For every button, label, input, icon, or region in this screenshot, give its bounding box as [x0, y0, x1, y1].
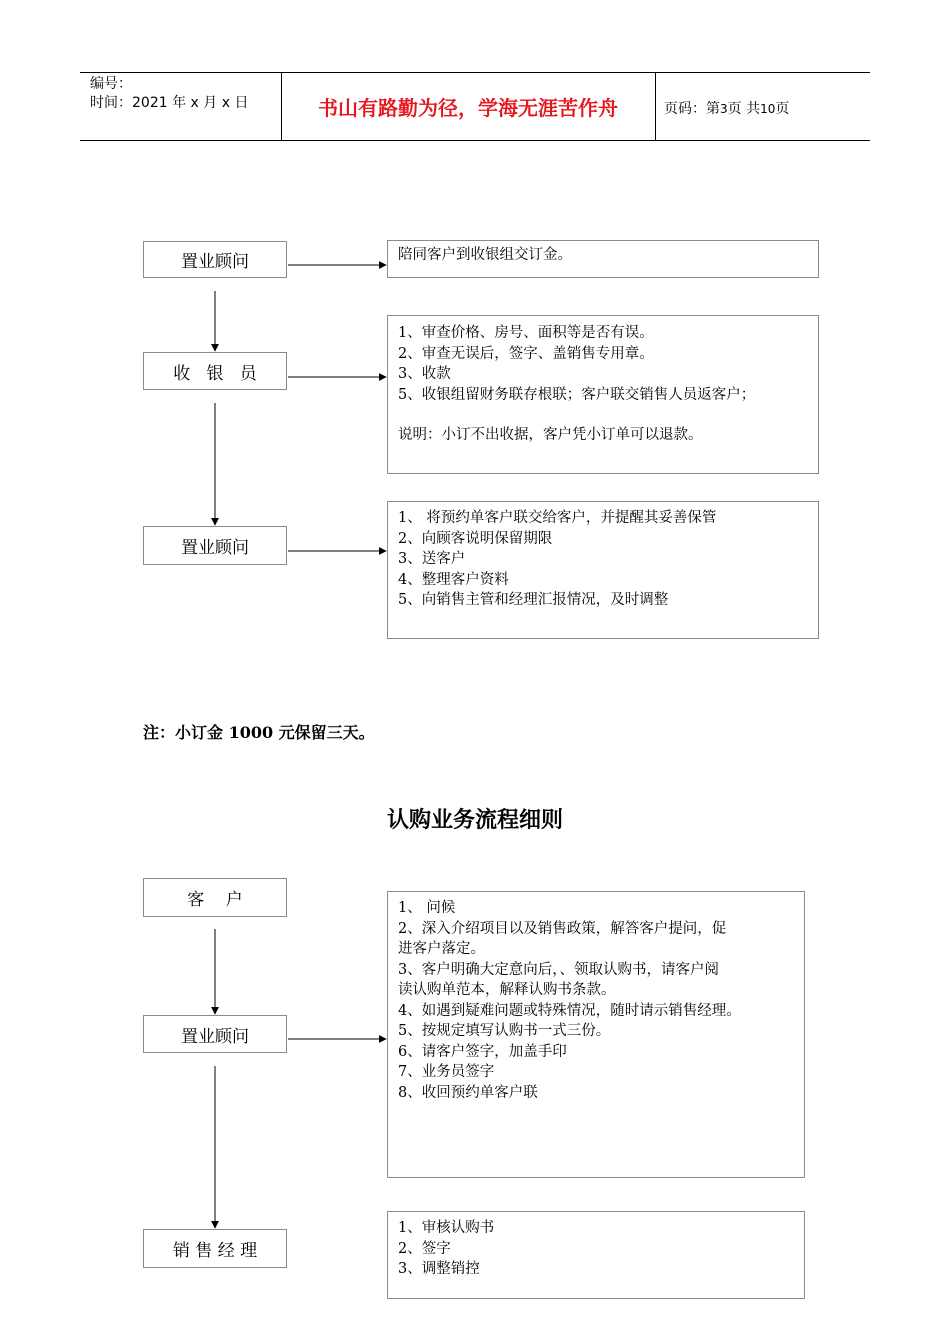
page-mid: 页 共 — [727, 101, 761, 117]
desc-line: 1、审查价格、房号、面积等是否有误。 — [398, 325, 654, 341]
desc-line: 1、 问候 — [398, 900, 456, 916]
desc-line: 1、审核认购书 — [398, 1220, 495, 1236]
desc-line: 说明：小订不出收据，客户凭小订单可以退款。 — [398, 427, 703, 443]
header-motto: 书山有路勤为径，学海无涯苦作舟 — [318, 95, 618, 120]
deposit-note: 注：小订金 1000 元保留三天。 — [143, 723, 375, 742]
desc-line: 5、向销售主管和经理汇报情况，及时调整 — [398, 592, 669, 608]
desc-line: 5、收银组留财务联存根联；客户联交销售人员返客户； — [398, 386, 756, 403]
desc-line: 4、如遇到疑难问题或特殊情况，随时请示销售经理。 — [398, 1002, 741, 1019]
page-current: 3 — [720, 102, 728, 116]
header-meta — [90, 75, 248, 113]
role-box-sales-consultant-2: 置业顾问 — [143, 526, 287, 565]
role-box-sales-consultant-1: 置业顾问 — [143, 241, 287, 278]
desc-line: 进客户落定。 — [398, 941, 485, 957]
role-box-sales-manager: 销 售 经 理 — [143, 1229, 287, 1268]
desc-line: 2、向顾客说明保留期限 — [398, 530, 553, 547]
desc-line: 3、送客户 — [398, 551, 466, 567]
header-page-info — [664, 98, 789, 118]
desc-line: 8、收回预约单客户联 — [398, 1084, 538, 1101]
page-suffix: 页 — [775, 101, 790, 117]
desc-line: 4、整理客户资料 — [398, 571, 509, 588]
desc-line: 2、签字 — [398, 1240, 451, 1257]
header-bottom-rule — [80, 140, 870, 141]
desc-line: 7、业务员签字 — [398, 1064, 495, 1080]
page-total: 10 — [760, 102, 776, 116]
desc-line: 陪同客户到收银组交订金。 — [398, 247, 572, 263]
desc-line: 读认购单范本，解释认购书条款。 — [398, 982, 616, 998]
role-box-cashier: 收 银 员 — [143, 352, 287, 390]
desc-line: 2、深入介绍项目以及销售政策，解答客户提问，促 — [398, 920, 727, 937]
role-box-sales-consultant-3: 置业顾问 — [143, 1015, 287, 1053]
header-time: 时间：2021 年 x 月 x 日 — [90, 95, 249, 111]
desc-box-cashier-steps — [387, 315, 819, 474]
page-prefix: 页码：第 — [664, 101, 720, 117]
desc-line: 3、客户明确大定意向后，、领取认购书，请客户阅 — [398, 961, 719, 978]
desc-box-subscription-steps — [387, 891, 805, 1178]
desc-line: 2、审查无误后，签字、盖销售专用章。 — [398, 345, 654, 362]
desc-line: 3、收款 — [398, 366, 451, 382]
desc-blank-line — [398, 405, 808, 425]
desc-line: 3、调整销控 — [398, 1261, 480, 1277]
desc-box-deposit — [387, 240, 819, 278]
desc-line: 5、按规定填写认购书一式三份。 — [398, 1023, 611, 1039]
header-divider-2 — [655, 72, 656, 140]
role-box-customer: 客 户 — [143, 878, 287, 917]
section-title: 认购业务流程细则 — [386, 807, 563, 833]
desc-line: 1、 将预约单客户联交给客户，并提醒其妥善保管 — [398, 510, 717, 526]
desc-line: 6、请客户签字，加盖手印 — [398, 1043, 567, 1060]
header-code: 编号： — [90, 76, 132, 92]
desc-box-manager-steps — [387, 1211, 805, 1299]
desc-box-consultant-steps — [387, 501, 819, 639]
